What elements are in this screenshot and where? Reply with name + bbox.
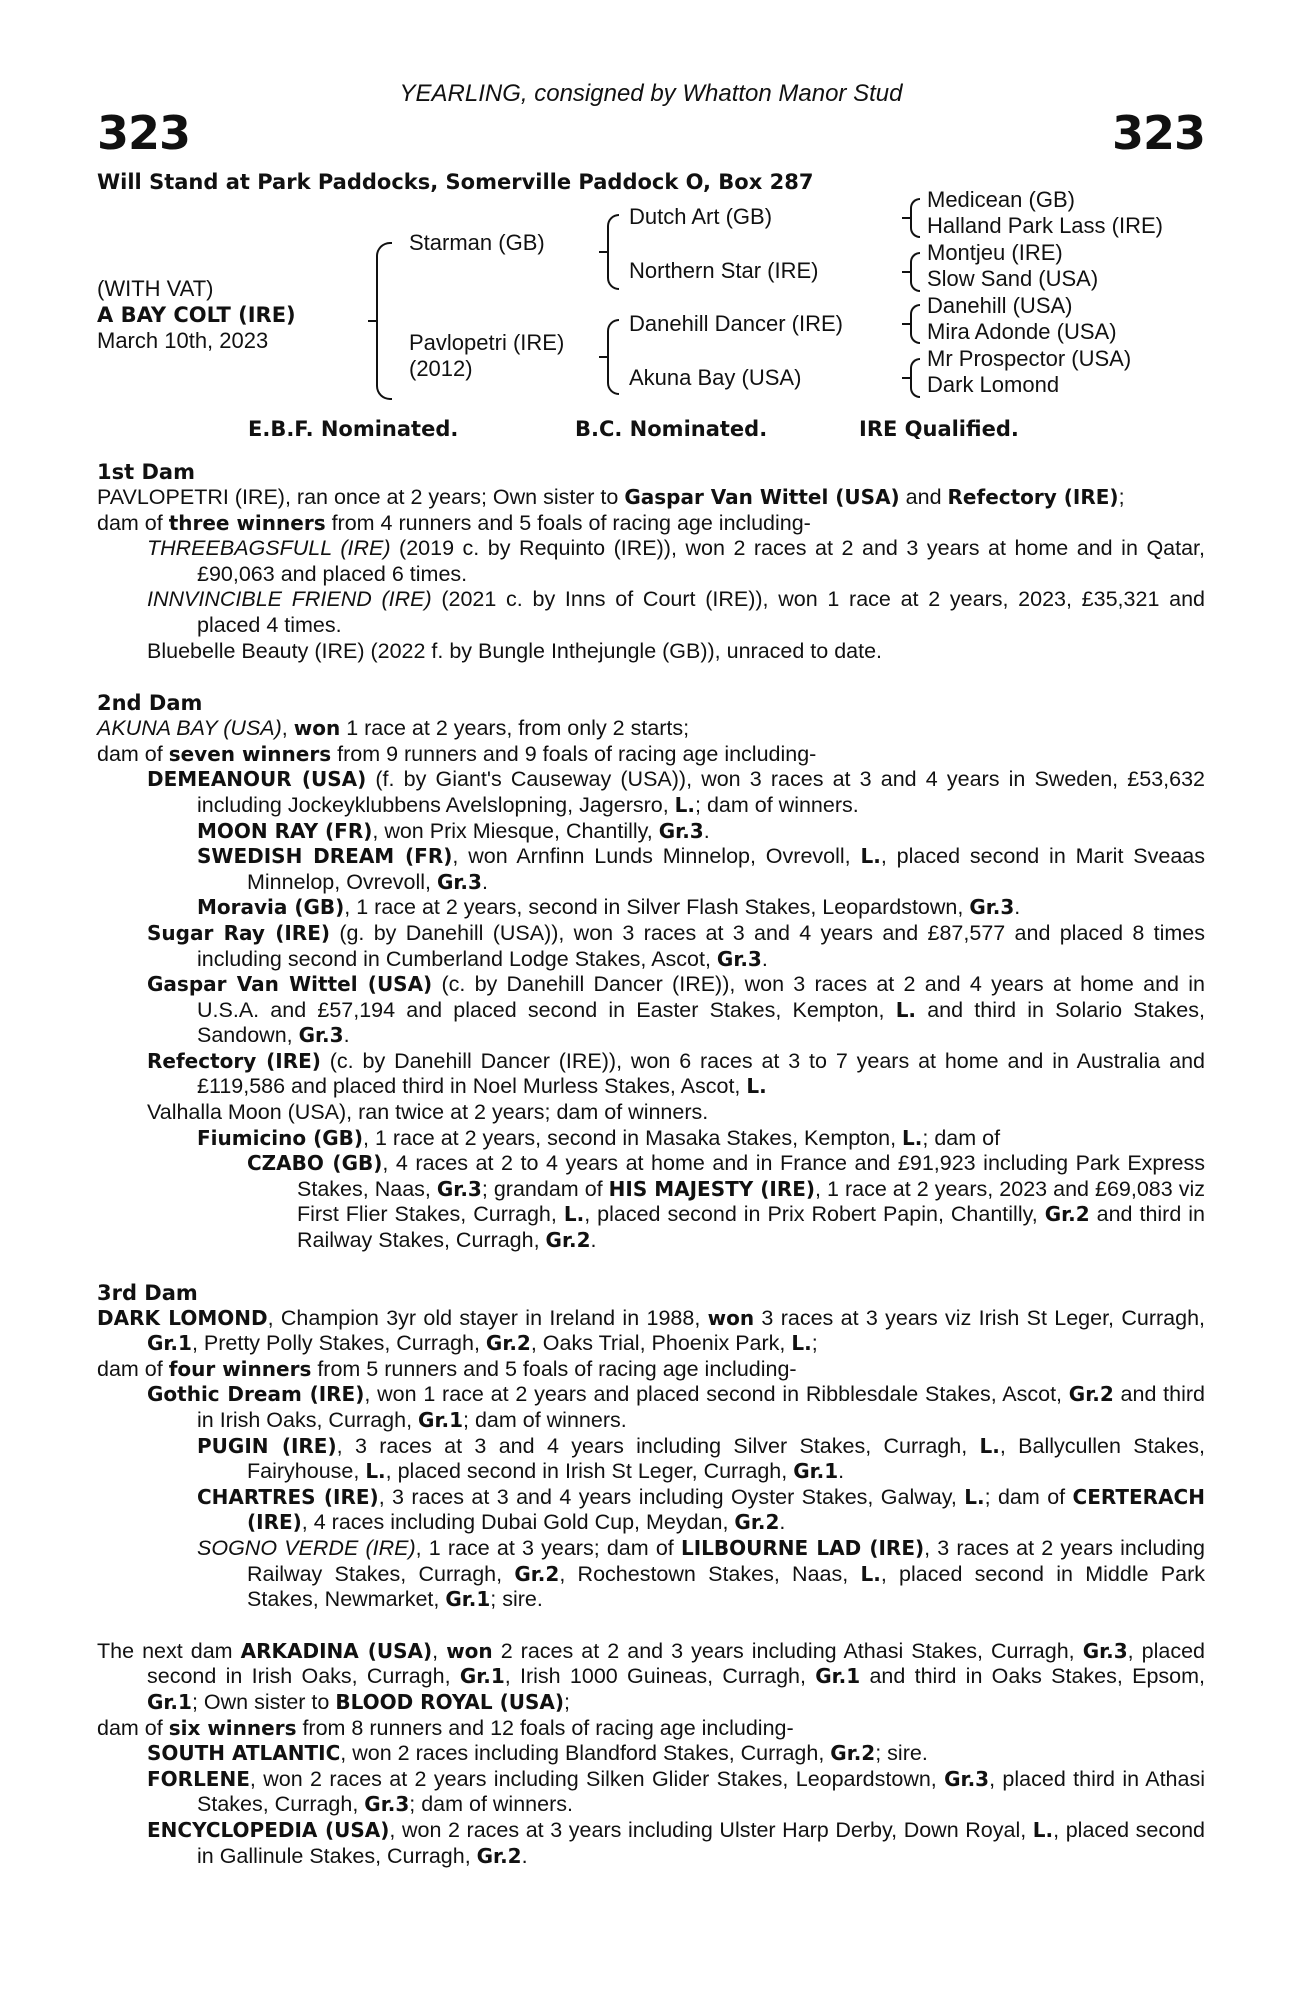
text-run: .: [761, 946, 768, 971]
text-run: Gr.1: [459, 1664, 505, 1689]
bc-nominated: B.C. Nominated.: [575, 417, 768, 441]
text-run: SOGNO VERDE (IRE): [197, 1535, 416, 1560]
text-run: , Rochestown Stakes, Naas,: [559, 1561, 861, 1586]
text-run: ARKADINA (USA): [240, 1638, 433, 1663]
text-run: , won Arnfinn Lunds Minnelop, Ovrevoll,: [452, 844, 861, 869]
third-dam-para: [97, 1357, 1205, 1383]
text-run: , Pretty Polly Stakes, Curragh,: [191, 1331, 486, 1356]
text-run: INNVINCIBLE FRIEND (IRE): [147, 587, 432, 612]
text-run: (2019 c. by Requinto (IRE)), won 2 races at 2 and 3 years at home and in Qatar, £90,063 and placed 6 times.: [197, 536, 1206, 586]
text-run: .: [343, 1023, 350, 1048]
gg-4: Slow Sand (USA): [927, 266, 1099, 291]
text-run: .: [838, 1459, 845, 1484]
text-run: Gr.1: [445, 1587, 491, 1612]
text-run: Gr.3: [437, 869, 482, 894]
second-dam-para: [97, 895, 1205, 921]
pedigree-table: [97, 187, 1205, 409]
dam: Pavlopetri (IRE): [409, 330, 565, 355]
text-run: ; dam of: [922, 1125, 1001, 1150]
second-dam-para: [97, 819, 1205, 845]
text-run: (g. by Danehill (USA)), won 3 races at 3 and 4 years and £87,577 and placed 8 times including second in Cumberland Lodge Stakes, Ascot,: [197, 920, 1205, 971]
text-run: , won 2 races including Blandford Stakes, Curragh,: [340, 1741, 831, 1766]
bracket-dam: [607, 319, 619, 395]
lot-number-left: 323: [97, 106, 191, 160]
text-run: Gothic Dream (IRE): [147, 1382, 365, 1407]
text-run: and third in Railway Stakes, Curragh,: [297, 1202, 1206, 1253]
text-run: and: [899, 485, 948, 509]
text-run: Gr.3: [1082, 1638, 1128, 1663]
text-run: .: [779, 1510, 786, 1535]
text-run: L.: [365, 1459, 386, 1484]
text-run: 3 races at 3 years viz Irish St Leger, Curragh,: [754, 1305, 1205, 1330]
first-dam-heading: 1st Dam: [97, 460, 195, 484]
text-run: from 8 runners and 12 foals of racing age including-: [296, 1715, 794, 1740]
second-dam-para: [97, 1100, 1205, 1126]
text-run: , 1 race at 2 years, 2023 and £69,083 viz First Flier Stakes, Curragh,: [297, 1176, 1205, 1227]
text-run: dam of: [97, 510, 169, 535]
text-run: dam of: [97, 1356, 169, 1381]
catalogue-page: [97, 80, 1205, 1869]
dam-year: (2012): [409, 356, 473, 381]
text-run: 2 races at 2 and 3 years including Athasi Stakes, Curragh,: [492, 1638, 1083, 1663]
text-run: DARK LOMOND: [97, 1305, 268, 1330]
ire-qualified: IRE Qualified.: [859, 417, 1019, 441]
text-run: , Irish 1000 Guineas, Curragh,: [504, 1664, 816, 1689]
text-run: won: [293, 716, 341, 741]
text-run: , won 2 races at 2 years including Silken Glider Stakes, Leopardstown,: [249, 1766, 945, 1791]
text-run: and third in Oaks Stakes, Epsom,: [860, 1664, 1205, 1689]
text-run: , Champion 3yr old stayer in Ireland in 1988,: [267, 1305, 708, 1330]
consignment-line: YEARLING, consigned by Whatton Manor Stud: [399, 80, 903, 107]
text-run: L.: [746, 1074, 767, 1099]
text-run: , 3 races at 3 and 4 years including Oyster Stakes, Galway,: [378, 1484, 965, 1509]
text-run: Gr.2: [485, 1331, 531, 1356]
third-dam-para: [97, 1434, 1205, 1485]
text-run: Gr.3: [364, 1792, 410, 1817]
next-dam-para: [97, 1716, 1205, 1742]
dam-sire: Danehill Dancer (IRE): [629, 311, 843, 336]
text-run: L.: [563, 1202, 585, 1227]
bracket-main: [376, 242, 392, 400]
text-run: .: [481, 869, 488, 894]
text-run: HIS MAJESTY (IRE): [608, 1176, 816, 1201]
text-run: L.: [791, 1331, 812, 1356]
text-run: ; sire.: [490, 1587, 543, 1612]
text-run: Gr.1: [147, 1331, 192, 1356]
text-run: (c. by Danehill Dancer (IRE)), won 6 races at 3 to 7 years at home and in Australia and £119,586 and placed third in Noel Murless Stakes, Ascot,: [197, 1048, 1205, 1099]
first-dam-section: [97, 459, 1205, 664]
text-run: ;: [811, 1331, 818, 1356]
second-dam-para: [97, 742, 1205, 768]
text-run: ; dam of winners.: [409, 1792, 573, 1817]
text-run: , 1 race at 3 years; dam of: [415, 1535, 681, 1560]
second-dam-para: [97, 1126, 1205, 1152]
text-run: Gr.1: [793, 1459, 839, 1484]
text-run: L.: [979, 1433, 1000, 1458]
text-run: from 9 runners and 9 foals of racing age including-: [331, 741, 817, 766]
first-dam-para: [97, 485, 1205, 511]
third-dam-heading: 3rd Dam: [97, 1280, 198, 1305]
text-run: CZABO (GB): [247, 1151, 383, 1176]
text-run: THREEBAGSFULL (IRE): [147, 536, 391, 561]
gg-3: Montjeu (IRE): [927, 240, 1063, 265]
text-run: Refectory (IRE): [947, 485, 1119, 509]
bracket-g4: [910, 358, 920, 398]
text-run: Gr.1: [147, 1689, 192, 1714]
text-run: Bluebelle Beauty (IRE) (2022 f. by Bungle Inthejungle (GB)), unraced to date.: [147, 638, 883, 663]
text-run: , 1 race at 2 years, second in Masaka Stakes, Kempton,: [363, 1125, 903, 1150]
text-run: Gr.2: [545, 1228, 591, 1253]
second-dam-section: [97, 690, 1205, 1253]
text-run: ; dam of winners.: [463, 1408, 627, 1432]
vat-note: (WITH VAT): [97, 276, 214, 301]
text-run: six winners: [168, 1715, 297, 1740]
text-run: four winners: [168, 1356, 312, 1381]
text-run: Sugar Ray (IRE): [147, 920, 331, 945]
second-dam-para: [97, 921, 1205, 972]
lot-header: [97, 80, 1205, 160]
text-run: Gr.3: [944, 1766, 990, 1791]
second-dam-para: [97, 844, 1205, 895]
text-run: .: [590, 1228, 597, 1253]
text-run: from 4 runners and 5 foals of racing age including-: [325, 510, 811, 535]
text-run: FORLENE: [147, 1766, 250, 1791]
third-dam-para: [97, 1382, 1205, 1433]
text-run: Gr.1: [815, 1664, 861, 1689]
text-run: three winners: [168, 510, 326, 535]
text-run: ;: [1118, 485, 1125, 509]
text-run: SWEDISH DREAM (FR): [197, 844, 453, 869]
text-run: ; dam of: [984, 1484, 1073, 1509]
text-run: Gr.2: [830, 1741, 876, 1766]
next-dam-para: [97, 1818, 1205, 1869]
foaling-date: March 10th, 2023: [97, 328, 269, 353]
bracket-g2: [910, 252, 920, 292]
text-run: , won Prix Miesque, Chantilly,: [372, 818, 659, 843]
dam-dam: Akuna Bay (USA): [629, 365, 802, 390]
text-run: ; dam of winners.: [695, 792, 859, 817]
text-run: seven winners: [168, 741, 332, 766]
lot-number-right: 323: [1111, 106, 1205, 160]
second-dam-para: [97, 1151, 1205, 1253]
text-run: ; Own sister to: [191, 1689, 336, 1714]
gg-2: Halland Park Lass (IRE): [927, 213, 1163, 238]
text-run: L.: [964, 1484, 985, 1509]
text-run: , placed second in Gallinule Stakes, Curragh,: [197, 1817, 1205, 1868]
text-run: CHARTRES (IRE): [197, 1484, 379, 1509]
text-run: ;: [564, 1689, 571, 1714]
text-run: L.: [902, 1125, 923, 1150]
text-run: Gr.3: [658, 818, 704, 843]
text-run: dam of: [97, 1715, 169, 1740]
text-run: won: [446, 1638, 493, 1663]
text-run: , placed second in Middle Park Stakes, Newmarket,: [247, 1561, 1206, 1612]
text-run: .: [1014, 895, 1021, 920]
text-run: Gr.3: [969, 895, 1015, 920]
text-run: ; grandam of: [481, 1176, 609, 1201]
text-run: .: [703, 818, 710, 843]
text-run: Gr.2: [1044, 1202, 1090, 1227]
text-run: .: [521, 1843, 528, 1868]
text-run: Fiumicino (GB): [197, 1125, 364, 1150]
text-run: and third in Irish Oaks, Curragh,: [197, 1382, 1205, 1432]
third-dam-para: [97, 1536, 1205, 1613]
text-run: Valhalla Moon (USA), ran twice at 2 years; dam of winners.: [147, 1100, 709, 1125]
text-run: SOUTH ATLANTIC: [147, 1741, 341, 1766]
text-run: , Ballycullen Stakes, Fairyhouse,: [247, 1433, 1205, 1484]
text-run: L.: [674, 792, 696, 817]
text-run: , placed second in Irish St Leger, Curragh,: [385, 1459, 794, 1484]
sire-dam: Northern Star (IRE): [629, 258, 819, 283]
third-dam-para: [97, 1306, 1205, 1357]
text-run: Gr.3: [716, 946, 762, 971]
text-run: Gaspar Van Wittel (USA): [624, 485, 900, 509]
text-run: Gr.2: [1068, 1382, 1114, 1407]
text-run: PUGIN (IRE): [197, 1433, 337, 1458]
first-dam-para: [97, 587, 1205, 638]
next-dam-para: [97, 1639, 1205, 1716]
next-dam-para: [97, 1741, 1205, 1767]
text-run: Gr.2: [514, 1561, 560, 1586]
horse-name: A BAY COLT (IRE): [97, 303, 296, 327]
text-run: L.: [895, 997, 917, 1022]
text-run: Refectory (IRE): [147, 1048, 321, 1073]
text-run: Gr.2: [476, 1843, 522, 1868]
next-dam-section: [97, 1639, 1205, 1869]
text-run: Moravia (GB): [197, 895, 345, 920]
first-dam-para: [97, 511, 1205, 537]
text-run: CERTERACH (IRE): [247, 1484, 1205, 1535]
gg-8: Dark Lomond: [927, 372, 1060, 397]
text-run: , placed second in Prix Robert Papin, Chantilly,: [584, 1202, 1045, 1227]
text-run: LILBOURNE LAD (IRE): [680, 1535, 925, 1560]
text-run: 1 race at 2 years, from only 2 starts;: [340, 716, 690, 741]
text-run: won: [707, 1305, 755, 1330]
first-dam-para: [97, 536, 1205, 587]
third-dam-para: [97, 1485, 1205, 1536]
text-run: PAVLOPETRI (IRE), ran once at 2 years; Own sister to: [97, 485, 625, 509]
text-run: DEMEANOUR (USA): [147, 767, 367, 792]
text-run: Gr.3: [298, 1023, 344, 1048]
text-run: ,: [281, 716, 294, 741]
nominations: [97, 409, 1205, 449]
text-run: Gr.3: [436, 1176, 482, 1201]
text-run: (2021 c. by Inns of Court (IRE)), won 1 race at 2 years, 2023, £35,321 and placed 4 times.: [197, 587, 1205, 637]
ebf-nominated: E.B.F. Nominated.: [248, 417, 459, 441]
text-run: ,: [432, 1638, 447, 1663]
bracket-sire: [607, 214, 619, 290]
text-run: , won 1 race at 2 years and placed second in Ribblesdale Stakes, Ascot,: [364, 1382, 1069, 1407]
next-dam-para: [97, 1767, 1205, 1818]
text-run: AKUNA BAY (USA): [97, 716, 282, 741]
bracket-g3: [910, 304, 920, 344]
text-run: , placed second in Irish Oaks, Curragh,: [147, 1638, 1206, 1689]
text-run: , Oaks Trial, Phoenix Park,: [530, 1331, 792, 1356]
second-dam-para: [97, 767, 1205, 818]
text-run: from 5 runners and 5 foals of racing age including-: [311, 1356, 797, 1381]
sire: Starman (GB): [409, 230, 545, 255]
gg-6: Mira Adonde (USA): [927, 319, 1117, 344]
text-run: (f. by Giant's Causeway (USA)), won 3 races at 3 and 4 years in Sweden, £53,632 including Jockeyklubbens Avelslopning, Jagersro,: [197, 767, 1205, 817]
text-run: , 1 race at 2 years, second in Silver Flash Stakes, Leopardstown,: [344, 895, 970, 920]
stand-location: Will Stand at Park Paddocks, Somerville Paddock O, Box 287: [97, 170, 814, 194]
text-run: Gr.1: [418, 1408, 463, 1432]
text-run: , 3 races at 2 years including Railway Stakes, Curragh,: [247, 1535, 1205, 1586]
text-run: and third in Solario Stakes, Sandown,: [197, 997, 1205, 1048]
text-run: Gr.2: [734, 1510, 780, 1535]
text-run: MOON RAY (FR): [197, 818, 373, 843]
text-run: dam of: [97, 741, 169, 766]
text-run: Gaspar Van Wittel (USA): [147, 972, 433, 997]
gg-7: Mr Prospector (USA): [927, 346, 1132, 371]
second-dam-para: [97, 972, 1205, 1049]
text-run: L.: [860, 844, 881, 869]
text-run: BLOOD ROYAL (USA): [335, 1689, 565, 1714]
second-dam-para: [97, 716, 1205, 742]
text-run: (c. by Danehill Dancer (IRE)), won 3 races at 2 and 4 years at home and in U.S.A. and £57,194 and placed second in Easter Stakes, Kempton,: [197, 972, 1205, 1022]
text-run: ENCYCLOPEDIA (USA): [147, 1817, 390, 1842]
text-run: The next dam: [97, 1638, 241, 1663]
first-dam-para: [97, 639, 1205, 665]
text-run: , placed second in Marit Sveaas Minnelop, Ovrevoll,: [247, 844, 1205, 894]
text-run: L.: [1032, 1817, 1054, 1842]
text-run: , 3 races at 3 and 4 years including Silver Stakes, Curragh,: [336, 1433, 980, 1458]
second-dam-heading: 2nd Dam: [97, 691, 203, 716]
text-run: ; sire.: [875, 1741, 928, 1766]
gg-5: Danehill (USA): [927, 293, 1073, 318]
text-run: , 4 races at 2 to 4 years at home and in France and £91,923 including Park Express Stakes, Naas,: [297, 1151, 1206, 1201]
third-dam-section: [97, 1280, 1205, 1613]
text-run: L.: [860, 1561, 881, 1586]
gg-1: Medicean (GB): [927, 187, 1075, 212]
text-run: , 4 races including Dubai Gold Cup, Meydan,: [301, 1510, 735, 1535]
bracket-g1: [910, 198, 920, 238]
sire-sire: Dutch Art (GB): [629, 204, 773, 229]
text-run: , won 2 races at 3 years including Ulster Harp Derby, Down Royal,: [389, 1817, 1033, 1842]
second-dam-para: [97, 1049, 1205, 1100]
text-run: , placed third in Athasi Stakes, Curragh,: [197, 1766, 1205, 1817]
